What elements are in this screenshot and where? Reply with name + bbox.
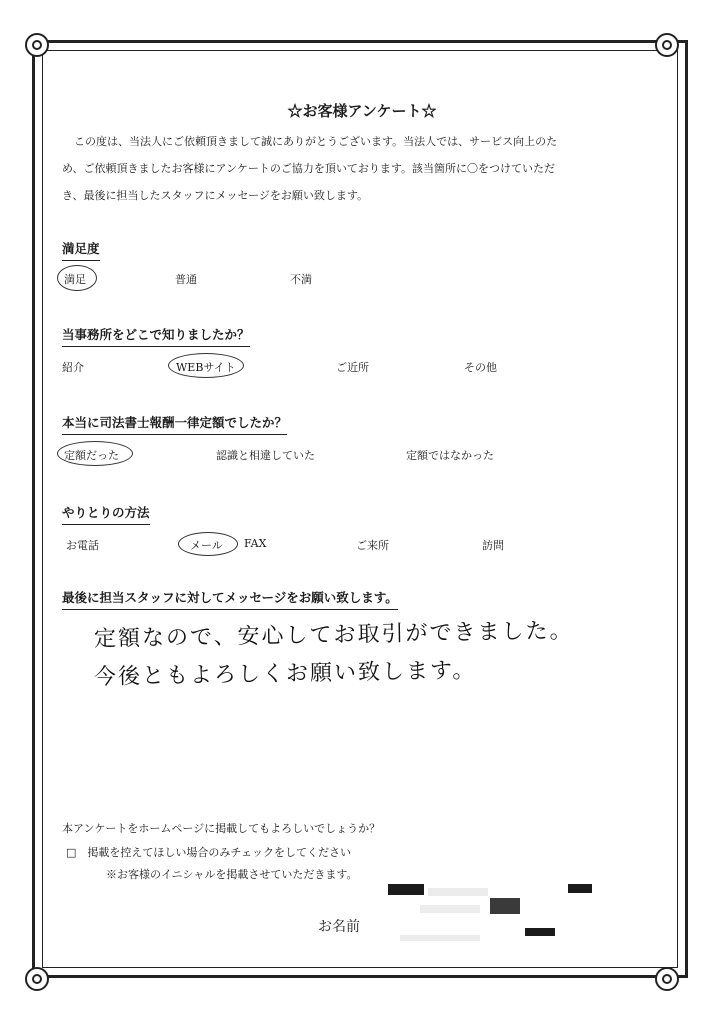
publish-opt-out-checkbox[interactable]: □ 掲載を控えてほしい場合のみチェックをしてください [66,846,352,859]
publish-question: 本アンケートをホームページに掲載してもよろしいでしょうか？ [62,822,381,835]
source-heading: 当事務所をどこで知りましたか？ [62,325,250,347]
option-email[interactable]: メール [190,539,223,552]
option-referral[interactable]: 紹介 [62,361,84,374]
option-average[interactable]: 普通 [175,273,197,286]
option-satisfied[interactable]: 満足 [64,273,86,286]
fee-heading: 本当に司法書士報酬一律定額でしたか？ [62,413,287,435]
handwritten-message-line-1: 定額なので、安心してお取引ができました。 [93,618,574,652]
contact-heading: やりとりの方法 [62,503,150,525]
option-phone[interactable]: お電話 [66,539,99,552]
survey-title: ☆お客様アンケート☆ [287,102,437,120]
option-fax[interactable]: FAX [244,537,267,550]
satisfaction-heading: 満足度 [62,239,100,261]
option-home-visit[interactable]: 訪問 [482,539,504,552]
corner-ornament-top-left [25,33,49,57]
intro-line-2: め、ご依頼頂きましたお客様にアンケートのご協力を頂いております。該当箇所に〇をつけていただ [62,162,556,175]
option-visit-office[interactable]: ご来所 [356,539,389,552]
handwritten-message-line-2: 今後ともよろしくお願い致します。 [93,658,477,690]
corner-ornament-top-right [655,33,679,57]
option-other[interactable]: その他 [464,361,497,374]
corner-ornament-bottom-left [25,967,49,991]
option-dissatisfied[interactable]: 不満 [290,273,312,286]
message-heading: 最後に担当スタッフに対してメッセージをお願い致します。 [62,588,398,610]
initials-note: ※お客様のイニシャルを掲載させていただきます。 [106,868,358,881]
option-fixed-fee[interactable]: 定額だった [64,449,119,462]
option-website[interactable]: WEBサイト [176,361,236,374]
option-neighborhood[interactable]: ご近所 [336,361,369,374]
option-different-understanding[interactable]: 認識と相違していた [216,449,315,462]
intro-line-1: この度は、当法人にご依頼頂きまして誠にありがとうございます。当法人では、サービス向上のた [74,135,558,148]
intro-line-3: き、最後に担当したスタッフにメッセージをお願い致します。 [62,189,369,202]
option-not-fixed-fee[interactable]: 定額ではなかった [406,449,494,462]
name-label: お名前 [318,919,360,935]
corner-ornament-bottom-right [655,967,679,991]
